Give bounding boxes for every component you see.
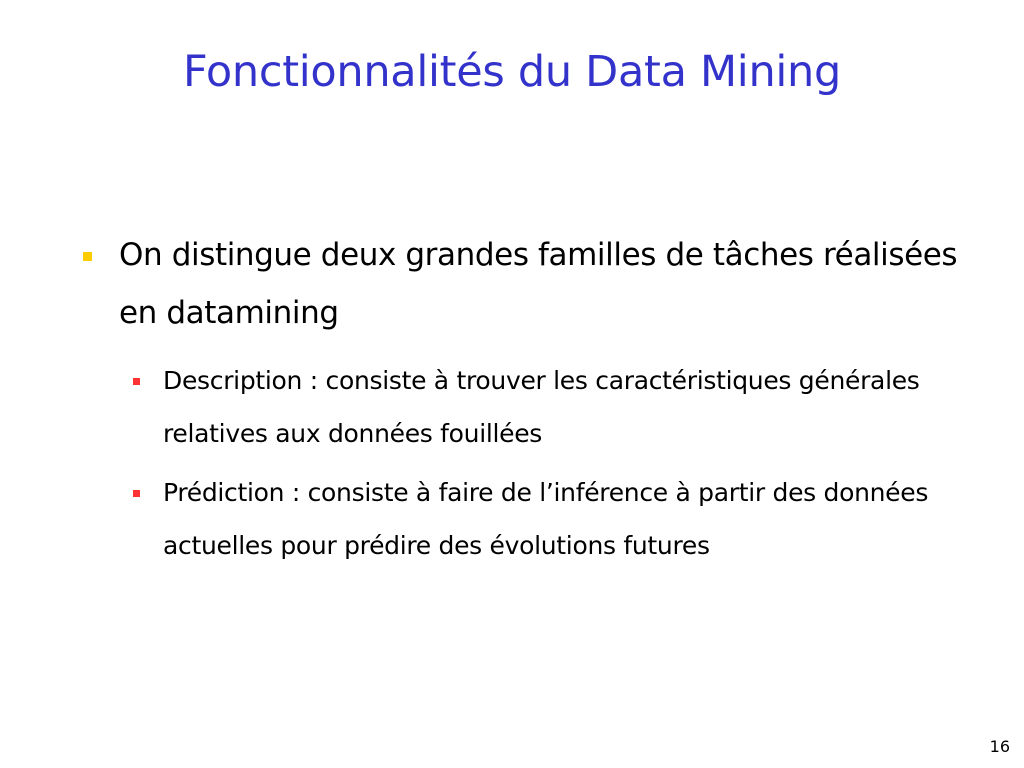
sub-bullet-text: Prédiction : consiste à faire de l’inférence à partir des données actuelles pour prédire des évolutions futures <box>163 478 929 560</box>
sub-bullet-item-description <box>119 354 970 460</box>
page-number: 16 <box>989 737 1010 756</box>
bullet-item-level1 <box>70 226 970 342</box>
square-bullet-icon <box>133 490 140 497</box>
slide-title: Fonctionnalités du Data Mining <box>182 47 841 97</box>
square-bullet-icon <box>133 378 140 385</box>
slide-content <box>70 226 970 572</box>
sub-bullet-item-prediction <box>119 466 970 572</box>
bullet-text: On distingue deux grandes familles de tâches réalisées en datamining <box>119 237 958 331</box>
sub-bullet-text: Description : consiste à trouver les caractéristiques générales relatives aux données fouillées <box>163 366 920 448</box>
square-bullet-icon <box>83 252 92 261</box>
